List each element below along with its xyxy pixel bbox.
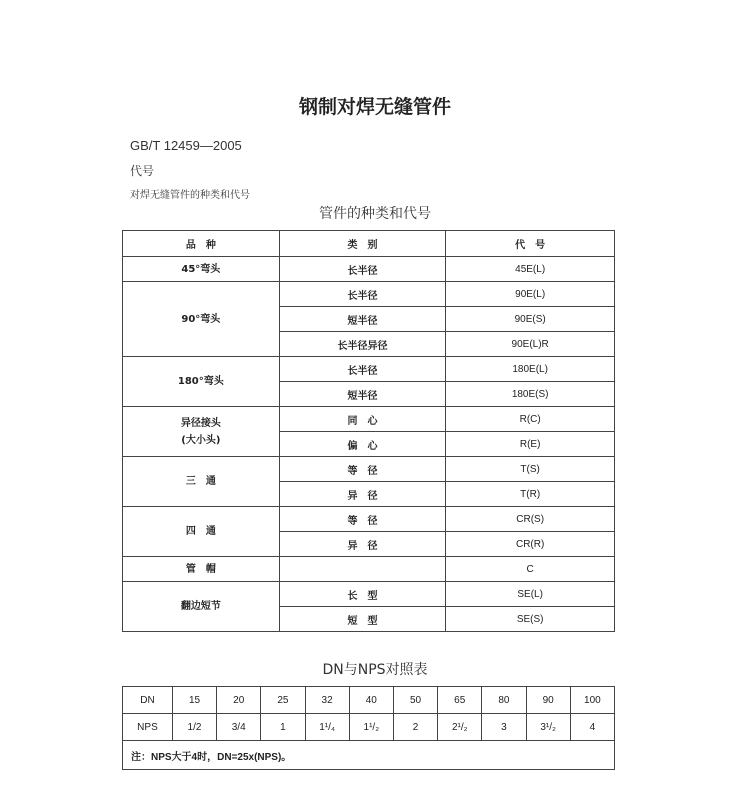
fitting-variety-cell: 异径接头 (大小头) bbox=[123, 407, 280, 457]
standard-number: GB/T 12459—2005 bbox=[130, 138, 242, 153]
dn-table-title: DN与NPS对照表 bbox=[322, 662, 428, 678]
dn-label: DN bbox=[123, 687, 173, 714]
fitting-category-cell: 偏 心 bbox=[279, 432, 446, 457]
header-code: 代 号 bbox=[446, 231, 615, 257]
fitting-variety-cell: 45°弯头 bbox=[123, 257, 280, 282]
fitting-code-cell: 180E(L) bbox=[446, 357, 615, 382]
dn-value-cell: 90 bbox=[526, 687, 570, 714]
nps-value-cell: 2 bbox=[393, 714, 437, 741]
dn-value-cell: 65 bbox=[438, 687, 482, 714]
nps-value-cell: 3 bbox=[482, 714, 526, 741]
table-row bbox=[123, 282, 615, 307]
fitting-category-cell: 短半径 bbox=[279, 382, 446, 407]
code-heading: 代号 bbox=[130, 164, 155, 178]
nps-value-cell: 3¹/₂ bbox=[526, 714, 570, 741]
nps-value-cell: 1 bbox=[261, 714, 305, 741]
fitting-variety-cell: 三 通 bbox=[123, 457, 280, 507]
fitting-variety-cell: 管 帽 bbox=[123, 557, 280, 582]
fitting-code-cell: R(E) bbox=[446, 432, 615, 457]
table-row bbox=[123, 457, 615, 482]
fitting-code-cell: R(C) bbox=[446, 407, 615, 432]
fitting-code-cell: T(R) bbox=[446, 482, 615, 507]
dn-value-cell: 15 bbox=[172, 687, 216, 714]
header-category: 类 别 bbox=[279, 231, 446, 257]
fitting-code-cell: T(S) bbox=[446, 457, 615, 482]
fitting-category-cell: 等 径 bbox=[279, 457, 446, 482]
dn-value-cell: 20 bbox=[217, 687, 261, 714]
fitting-code-cell: 90E(S) bbox=[446, 307, 615, 332]
fitting-variety-cell: 180°弯头 bbox=[123, 357, 280, 407]
fitting-code-cell: SE(L) bbox=[446, 582, 615, 607]
fitting-category-cell bbox=[279, 557, 446, 582]
header-variety: 品 种 bbox=[123, 231, 280, 257]
dn-value-cell: 80 bbox=[482, 687, 526, 714]
table-row bbox=[123, 557, 615, 582]
nps-row bbox=[123, 714, 615, 741]
section-subheading: 对焊无缝管件的种类和代号 bbox=[130, 190, 250, 201]
dn-row bbox=[123, 687, 615, 714]
nps-value-cell: 4 bbox=[570, 714, 614, 741]
fitting-category-cell: 短半径 bbox=[279, 307, 446, 332]
nps-value-cell: 3/4 bbox=[217, 714, 261, 741]
fitting-category-cell: 长半径 bbox=[279, 282, 446, 307]
types-table-title: 管件的种类和代号 bbox=[319, 206, 431, 222]
fitting-code-cell: 90E(L) bbox=[446, 282, 615, 307]
dn-value-cell: 25 bbox=[261, 687, 305, 714]
fitting-variety-cell: 四 通 bbox=[123, 507, 280, 557]
table-row bbox=[123, 407, 615, 432]
nps-value-cell: 1/2 bbox=[172, 714, 216, 741]
fitting-category-cell: 异 径 bbox=[279, 532, 446, 557]
fitting-variety-cell: 90°弯头 bbox=[123, 282, 280, 357]
nps-value-cell: 2¹/₂ bbox=[438, 714, 482, 741]
fitting-category-cell: 长半径异径 bbox=[279, 332, 446, 357]
nps-label: NPS bbox=[123, 714, 173, 741]
nps-value-cell: 1¹/₄ bbox=[305, 714, 349, 741]
fitting-category-cell: 长半径 bbox=[279, 357, 446, 382]
dn-value-cell: 40 bbox=[349, 687, 393, 714]
fitting-category-cell: 长 型 bbox=[279, 582, 446, 607]
fitting-code-cell: SE(S) bbox=[446, 607, 615, 632]
table-header-row bbox=[123, 231, 615, 257]
fitting-code-cell: 180E(S) bbox=[446, 382, 615, 407]
fitting-code-cell: 45E(L) bbox=[446, 257, 615, 282]
dn-value-cell: 32 bbox=[305, 687, 349, 714]
fitting-category-cell: 长半径 bbox=[279, 257, 446, 282]
fitting-code-cell: C bbox=[446, 557, 615, 582]
dn-value-cell: 50 bbox=[393, 687, 437, 714]
fitting-code-cell: CR(R) bbox=[446, 532, 615, 557]
nps-value-cell: 1¹/₂ bbox=[349, 714, 393, 741]
note-row bbox=[123, 741, 615, 770]
fitting-code-cell: 90E(L)R bbox=[446, 332, 615, 357]
fitting-category-cell: 异 径 bbox=[279, 482, 446, 507]
fitting-variety-cell: 翻边短节 bbox=[123, 582, 280, 632]
fitting-types-table bbox=[122, 230, 615, 632]
fitting-category-cell: 短 型 bbox=[279, 607, 446, 632]
table-row bbox=[123, 507, 615, 532]
fitting-category-cell: 等 径 bbox=[279, 507, 446, 532]
table-row bbox=[123, 257, 615, 282]
dn-value-cell: 100 bbox=[570, 687, 614, 714]
table-row bbox=[123, 357, 615, 382]
table-row bbox=[123, 582, 615, 607]
dn-nps-table bbox=[122, 686, 615, 770]
page-title: 钢制对焊无缝管件 bbox=[298, 96, 451, 118]
fitting-code-cell: CR(S) bbox=[446, 507, 615, 532]
table-note: 注：NPS大于4时，DN=25x(NPS)。 bbox=[123, 741, 615, 770]
fitting-category-cell: 同 心 bbox=[279, 407, 446, 432]
